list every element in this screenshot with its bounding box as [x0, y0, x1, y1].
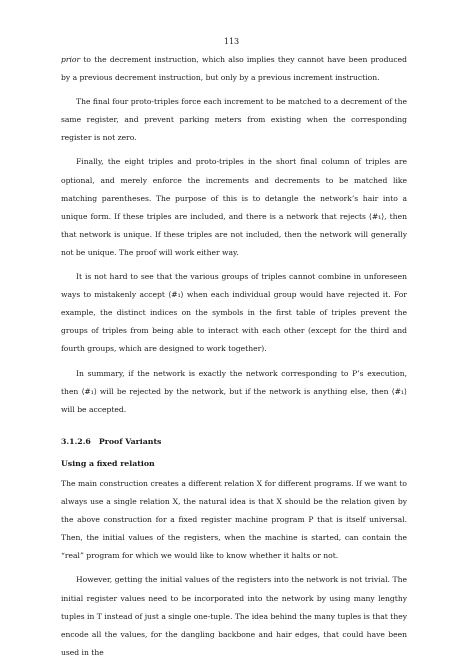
section-heading	[61, 433, 407, 451]
section-title: Proof Variants	[98, 436, 162, 446]
paragraph-1	[61, 51, 407, 87]
paragraph-3: Finally, the eight triples and proto-triples in the short final column of triples are optional, and merely enforce the increments and decrements to be matched like matching parentheses. The purpose of this is to detangle the network’s hair into a unique form. If these triples are included, and there is a network that rejects ⟨#₁⟩, then that network is unique. If these triples are not included, then the network will generally not be unique. The proof will work either way.	[61, 157, 407, 257]
section-number: 3.1.2.6	[61, 436, 91, 446]
paragraph-4: It is not hard to see that the various groups of triples cannot combine in unforeseen ways to mistakenly accept ⟨#₁⟩ when each individual group would have rejected it. For example, the distinct indices on the symbols in the first table of triples prevent the groups of triples from being able to interact with each other (except for the third and fourth groups, which are designed to work together).	[61, 272, 407, 354]
paragraph-5: In summary, if the network is exactly the network corresponding to P’s execution, then ⟨#₁⟩ will be rejected by the network, but if the network is anything else, then ⟨#₁⟩ will be accepted.	[61, 368, 407, 414]
subsection-heading: Using a fixed relation	[61, 458, 155, 468]
paragraph-2: The final four proto-triples force each increment to be matched to a decrement of the same register, and prevent parking meters from existing when the corresponding register is not zero.	[61, 97, 407, 143]
paragraph-6: The main construction creates a different relation X for different programs. If we want to always use a single relation X, the natural idea is that X should be the relation given by the above construction for a fixed register machine program P that is itself universal. Then, the initial values of the registers, when the machine is started, can contain the “real” program for which we would like to know whether it halts or not.	[61, 478, 407, 561]
page-number: 113	[223, 37, 240, 46]
paragraph-1-text: to the decrement instruction, which also implies they cannot have been produced by a previous decrement instruction, but only by a previous increment instruction.	[61, 55, 407, 83]
italic-word: prior	[61, 55, 81, 64]
body-text	[61, 51, 407, 668]
paragraph-7: However, getting the initial values of the registers into the network is not trivial. The initial register values need to be incorporated into the network by using many lengthy tuples in T instead of just a single one-tuple. The idea behind the many tuples is that they encode all the values, for the dangling backbone and hair edges, that could have been used in the	[61, 575, 407, 657]
